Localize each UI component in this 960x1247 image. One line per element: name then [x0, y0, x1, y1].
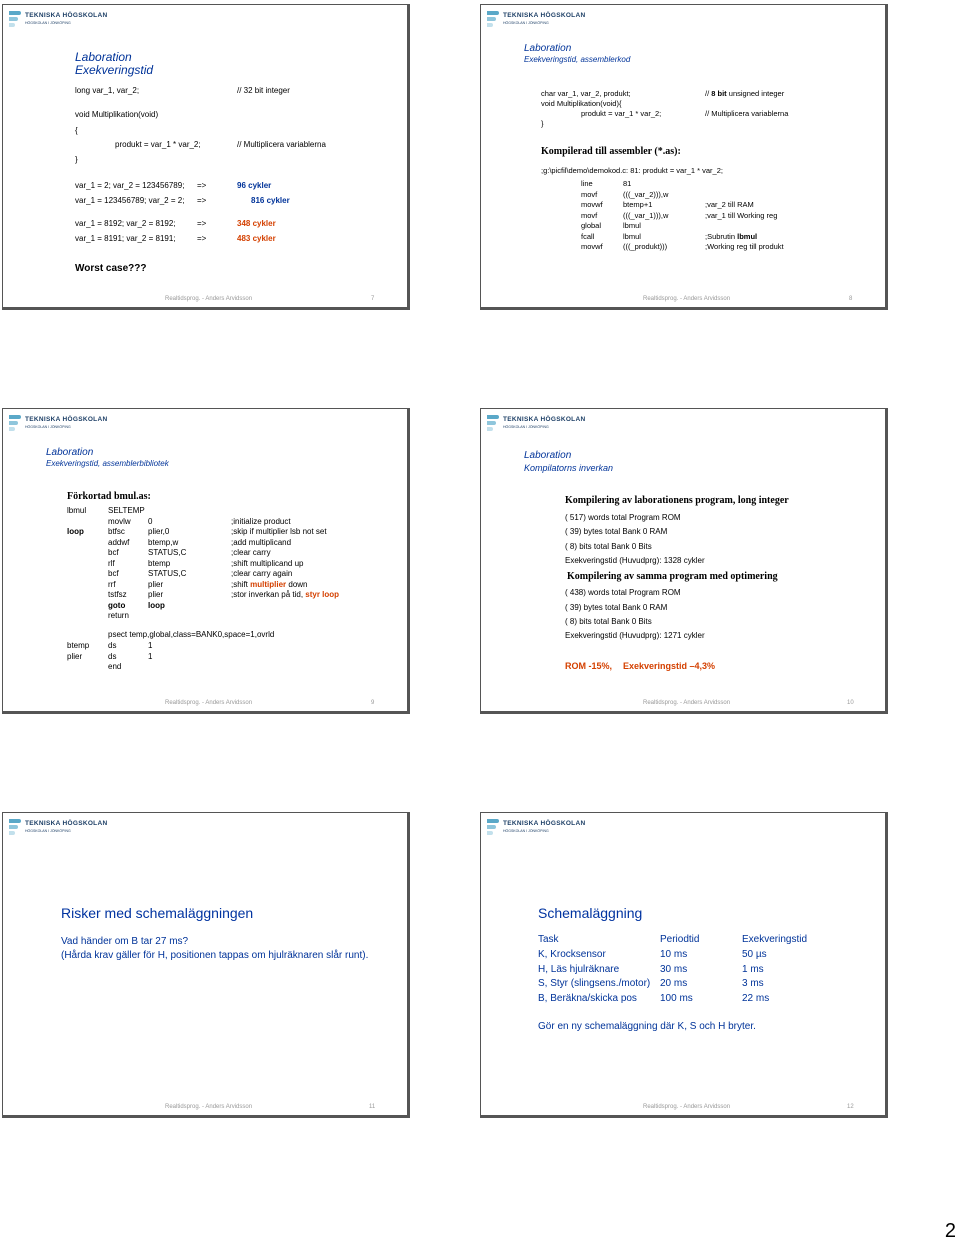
slide-number: 9: [371, 700, 375, 706]
asm-comment: ;Subrutin lbmul: [705, 231, 758, 241]
asm-mnemonic: return: [108, 611, 129, 620]
section-heading: Förkortad bmul.as:: [67, 491, 151, 502]
asm-operand: (((_var_1))),w: [623, 210, 669, 220]
asm-operand: STATUS,C: [148, 548, 187, 557]
slide-8: [480, 4, 888, 310]
cycle-row-label: var_1 = 123456789; var_2 = 2;: [75, 196, 185, 205]
asm-mnemonic: ds: [108, 651, 117, 661]
asm-comment: ;shift multiplier down: [231, 579, 308, 589]
logo: TEKNISKA HÖGSKOLAN HÖGSKOLAN I JÖNKÖPING: [487, 413, 587, 435]
note-text: (Hårda krav gäller för H, positionen tappas om hjulräknaren slår runt).: [61, 950, 369, 961]
cycle-row-value: 483 cykler: [237, 234, 276, 243]
cycle-row-value: 816 cykler: [251, 196, 290, 205]
table-header: Task: [538, 934, 559, 945]
slide-title: Laboration: [524, 43, 572, 54]
slide-12: [480, 812, 888, 1118]
asm-operand: 1: [148, 641, 153, 650]
cycle-row-arrow: =>: [197, 196, 207, 205]
worst-case-text: Worst case???: [75, 263, 147, 274]
compile-heading-2: Kompilering av samma program med optimering: [567, 571, 778, 582]
table-header: Periodtid: [660, 934, 700, 945]
table-header: Exekveringstid: [742, 934, 808, 945]
table-cell: H, Läs hjulräknare: [538, 963, 620, 975]
slide-subtitle: Exekveringstid: [75, 63, 154, 77]
cycle-row-value: 348 cykler: [237, 219, 276, 228]
stat-line: ( 438) words total Program ROM: [565, 588, 681, 597]
slide-subtitle: Kompilatorns inverkan: [524, 463, 614, 473]
cycle-row-arrow: =>: [197, 219, 207, 228]
asm-operand: 1: [148, 651, 153, 661]
slide-9: [2, 408, 410, 714]
source-path: ;g:\picfil\demo\demokod.c: 81: produkt = var_1 * var_2;: [541, 166, 723, 175]
slide-number: 10: [847, 700, 854, 706]
table-cell: 50 µs: [742, 949, 767, 960]
asm-comment: ;clear carry again: [231, 569, 293, 578]
asm-operand: plier: [148, 590, 164, 599]
asm-operand: lbmul: [623, 231, 641, 241]
asm-mnemonic: movlw: [108, 516, 131, 526]
asm-mnemonic: bcf: [108, 569, 119, 578]
stat-line: ( 8) bits total Bank 0 Bits: [565, 542, 652, 551]
slide-subtitle: Exekveringstid, assemblerbibliotek: [46, 459, 169, 468]
cycle-row-label: var_1 = 2; var_2 = 123456789;: [75, 181, 185, 190]
table-cell: 100 ms: [660, 992, 693, 1004]
slide-number: 8: [849, 296, 853, 302]
slide-subtitle: Exekveringstid, assemblerkod: [524, 55, 631, 64]
code-comment: // Multiplicera variablerna: [705, 109, 789, 118]
asm-label: plier: [67, 651, 83, 661]
asm-mnemonic: tstfsz: [108, 590, 127, 599]
slide-footer: Realtidsprog. - Anders Arvidsson: [165, 700, 253, 706]
slide-footer: Realtidsprog. - Anders Arvidsson: [165, 1104, 253, 1110]
asm-operand: plier: [148, 579, 164, 589]
code-line: char var_1, var_2, produkt;: [541, 89, 631, 98]
asm-mnemonic: line: [581, 179, 593, 188]
code-line: }: [541, 119, 544, 128]
table-cell: 30 ms: [660, 963, 688, 975]
asm-mnemonic: btfsc: [108, 527, 125, 536]
page-number: 2: [944, 1220, 956, 1242]
slide-title: Laboration: [46, 447, 94, 458]
asm-mnemonic: movf: [581, 210, 598, 220]
logo: TEKNISKA HÖGSKOLAN HÖGSKOLAN I JÖNKÖPING: [487, 9, 587, 31]
asm-operand: btemp: [148, 558, 171, 568]
slide-title: Laboration: [75, 50, 132, 64]
asm-comment: ;initialize product: [231, 516, 291, 526]
asm-mnemonic: rrf: [108, 579, 116, 589]
asm-operand: lbmul: [623, 221, 641, 230]
code-line: produkt = var_1 * var_2;: [115, 140, 201, 149]
asm-operand: (((_produkt))): [623, 242, 668, 251]
cycle-row-arrow: =>: [197, 181, 207, 190]
asm-operand: STATUS,C: [148, 569, 187, 578]
code-line: void Multiplikation(void): [75, 110, 159, 119]
cycle-row-label: var_1 = 8192; var_2 = 8192;: [75, 219, 176, 228]
question-text: Vad händer om B tar 27 ms?: [61, 936, 189, 947]
slide-number: 7: [371, 296, 375, 302]
slide-footer: Realtidsprog. - Anders Arvidsson: [643, 700, 731, 706]
asm-operand: 0: [148, 516, 153, 526]
table-cell: 1 ms: [742, 963, 764, 975]
asm-mnemonic: movwf: [581, 200, 603, 209]
slide-number: 11: [369, 1104, 376, 1110]
table-cell: S, Styr (slingsens./motor): [538, 978, 651, 989]
psect-line: psect temp,global,class=BANK0,space=1,ovrld: [108, 630, 275, 639]
table-cell: B, Beräkna/skicka pos: [538, 992, 637, 1004]
asm-mnemonic: movf: [581, 189, 598, 199]
stat-line: ( 39) bytes total Bank 0 RAM: [565, 527, 668, 536]
asm-label: lbmul: [67, 506, 87, 515]
asm-mnemonic: SELTEMP: [108, 506, 145, 515]
table-cell: 10 ms: [660, 949, 688, 960]
stat-line: ( 517) words total Program ROM: [565, 513, 681, 522]
asm-comment: ;var_2 till RAM: [705, 200, 754, 209]
asm-mnemonic: global: [581, 221, 602, 230]
asm-operand: btemp,w: [148, 537, 179, 547]
task-instruction: Gör en ny schemaläggning där K, S och H bryter.: [538, 1021, 756, 1032]
table-cell: 3 ms: [742, 978, 764, 989]
code-comment: // 32 bit integer: [237, 86, 290, 95]
slide-footer: Realtidsprog. - Anders Arvidsson: [643, 1104, 731, 1110]
asm-mnemonic: movwf: [581, 242, 603, 251]
result-rom: ROM -15%,: [565, 661, 613, 671]
slide-title: Risker med schemaläggningen: [61, 905, 254, 921]
compile-heading-1: Kompilering av laborationens program, long integer: [565, 495, 789, 506]
cycle-row-arrow: =>: [197, 234, 207, 243]
logo: TEKNISKA HÖGSKOLAN HÖGSKOLAN I JÖNKÖPING: [487, 817, 587, 839]
table-cell: 22 ms: [742, 992, 770, 1004]
code-line: }: [75, 155, 78, 164]
asm-comment: ;Working reg till produkt: [705, 242, 784, 251]
slide-title: Laboration: [524, 450, 572, 461]
asm-comment: ;stor inverkan på tid, styr loop: [231, 590, 340, 599]
table-cell: K, Krocksensor: [538, 949, 606, 960]
code-line: produkt = var_1 * var_2;: [581, 109, 662, 118]
asm-operand: 81: [623, 179, 632, 188]
asm-operand: btemp+1: [623, 200, 653, 209]
slide-10: [480, 408, 888, 714]
asm-comment: ;clear carry: [231, 548, 271, 557]
asm-operand: loop: [148, 600, 165, 610]
asm-mnemonic: rlf: [108, 558, 115, 568]
code-line: void Multiplikation(void){: [541, 99, 622, 108]
slide-title: Schemaläggning: [538, 905, 643, 921]
asm-mnemonic: addwf: [108, 537, 130, 547]
result-time: Exekveringstid –4,3%: [623, 661, 716, 671]
asm-label: btemp: [67, 641, 90, 650]
asm-mnemonic: goto: [108, 600, 126, 610]
code-line: long var_1, var_2;: [75, 86, 140, 95]
slide-11: [2, 812, 410, 1118]
slide-footer: Realtidsprog. - Anders Arvidsson: [643, 296, 731, 302]
logo: TEKNISKA HÖGSKOLAN HÖGSKOLAN I JÖNKÖPING: [9, 817, 109, 839]
logo: TEKNISKA HÖGSKOLAN HÖGSKOLAN I JÖNKÖPING: [9, 9, 109, 31]
asm-comment: ;skip if multiplier lsb not set: [231, 527, 327, 536]
stat-line: ( 8) bits total Bank 0 Bits: [565, 617, 652, 626]
cycle-row-label: var_1 = 8191; var_2 = 8191;: [75, 234, 176, 243]
slide-footer: Realtidsprog. - Anders Arvidsson: [165, 296, 253, 302]
stat-line: Exekveringstid (Huvudprg): 1328 cykler: [565, 556, 705, 565]
code-comment: // Multiplicera variablerna: [237, 140, 326, 149]
stat-line: Exekveringstid (Huvudprg): 1271 cykler: [565, 631, 705, 640]
asm-comment: ;var_1 till Working reg: [705, 210, 778, 220]
code-comment: // 8 bit unsigned integer: [705, 89, 785, 98]
logo: TEKNISKA HÖGSKOLAN HÖGSKOLAN I JÖNKÖPING: [9, 413, 109, 435]
asm-comment: ;shift multiplicand up: [231, 558, 304, 568]
asm-operand: (((_var_2))),w: [623, 189, 669, 199]
asm-mnemonic: end: [108, 662, 122, 671]
slide-number: 12: [847, 1104, 854, 1110]
asm-mnemonic: fcall: [581, 231, 595, 241]
asm-comment: ;add multiplicand: [231, 537, 292, 547]
cycle-row-value: 96 cykler: [237, 181, 272, 190]
table-cell: 20 ms: [660, 978, 688, 989]
asm-mnemonic: bcf: [108, 548, 119, 557]
stat-line: ( 39) bytes total Bank 0 RAM: [565, 603, 668, 612]
slide-7: [2, 4, 410, 310]
code-line: {: [75, 126, 78, 135]
asm-mnemonic: ds: [108, 641, 117, 650]
asm-operand: plier,0: [148, 527, 170, 536]
asm-label: loop: [67, 527, 84, 536]
section-heading: Kompilerad till assembler (*.as):: [541, 146, 681, 157]
